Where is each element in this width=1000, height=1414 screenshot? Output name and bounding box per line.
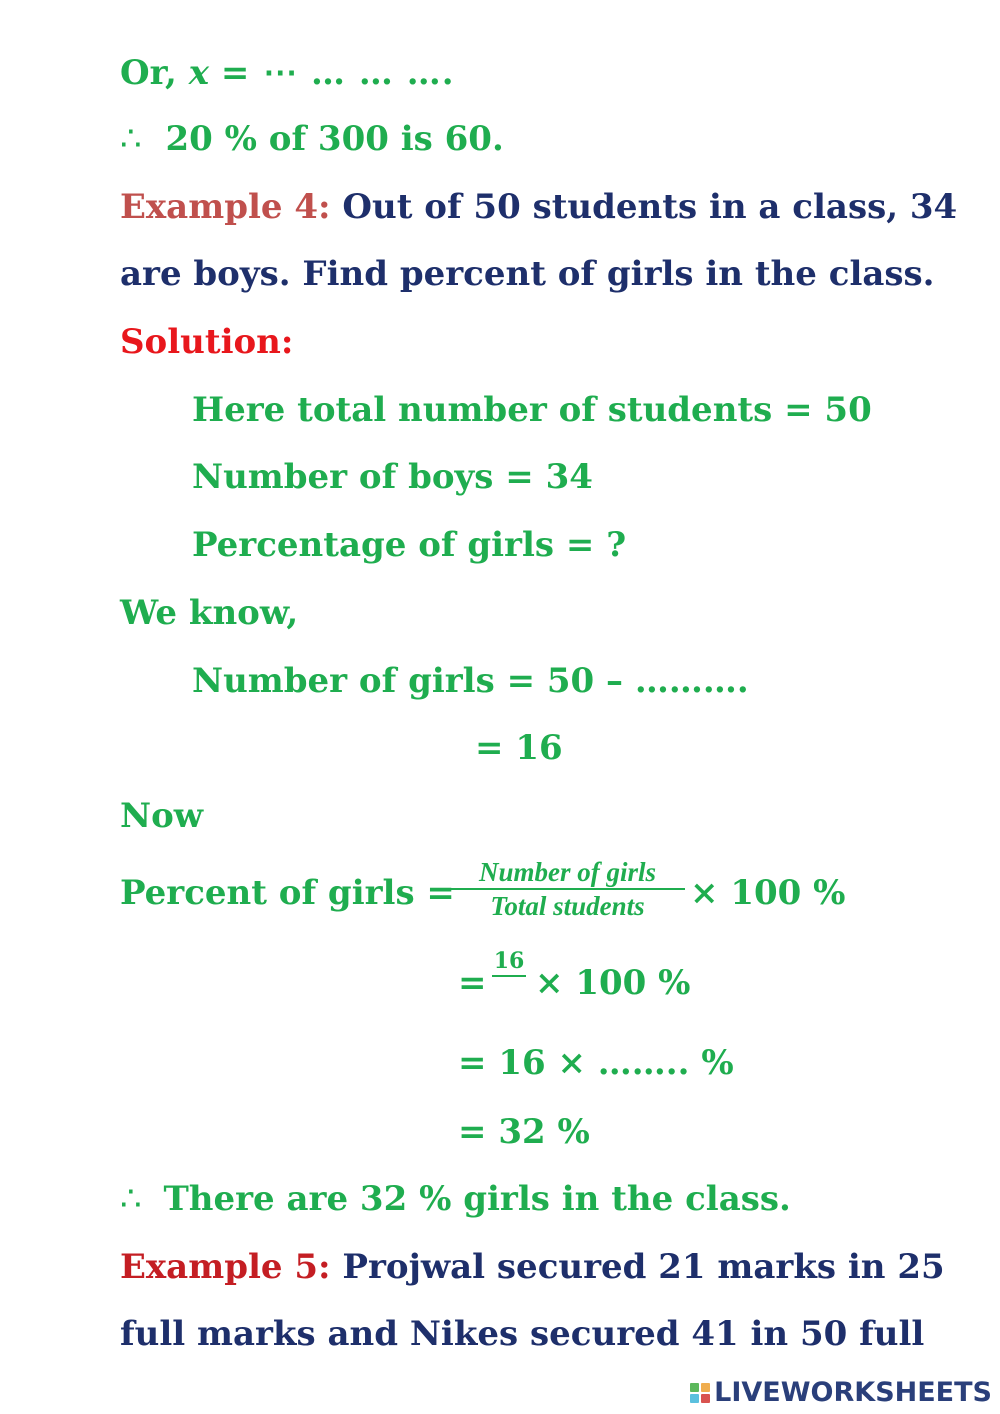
example-4-heading [120, 187, 958, 227]
percent-formula-lhs: Percent of girls = [120, 873, 455, 913]
line-or-x [120, 53, 455, 93]
girls-count-result: = 16 [475, 728, 563, 768]
example-4-label: Example 4: [120, 187, 331, 227]
step2-denominator-blank [492, 979, 526, 1002]
percent-formula-fraction [450, 858, 685, 921]
step4-line: = 32 % [458, 1112, 590, 1152]
step2-fraction [492, 950, 526, 1002]
liveworksheets-logo-icon [690, 1383, 710, 1403]
example-5-text-2: full marks and Nikes secured 41 in 50 full [120, 1314, 925, 1354]
x-variable: x [188, 53, 210, 93]
result-text: 20 % of 300 is 60. [165, 119, 504, 159]
we-know-label: We know, [120, 593, 299, 633]
conclusion-text: There are 32 % girls in the class. [163, 1179, 791, 1219]
given-number-of-boys: Number of boys = 34 [192, 457, 593, 497]
therefore-symbol-2: ∴ [120, 1179, 142, 1219]
fraction-bar [450, 888, 685, 890]
step2-equals: = [458, 963, 487, 1003]
step2-numerator: 16 [493, 948, 525, 974]
line-20-percent-result [120, 119, 504, 159]
fraction-numerator: Number of girls [478, 857, 657, 887]
example-5-heading [120, 1247, 945, 1287]
solution-label: Solution: [120, 322, 294, 362]
therefore-symbol: ∴ [120, 119, 142, 159]
girls-count-line: Number of girls = 50 – ………. [192, 661, 749, 701]
given-total-students: Here total number of students = 50 [192, 390, 872, 430]
given-percentage-girls: Percentage of girls = ? [192, 525, 627, 565]
step3-line: = 16 × …….. % [458, 1043, 734, 1083]
example-5-label: Example 5: [120, 1247, 331, 1287]
fraction-denominator: Total students [490, 891, 645, 922]
step2-rhs: × 100 % [535, 963, 691, 1003]
percent-formula-rhs: × 100 % [690, 873, 846, 913]
x-equals-blank: = ⋯ … … …. [220, 53, 455, 93]
example-4-text-2: are boys. Find percent of girls in the class. [120, 254, 935, 294]
example-5-text-1: Projwal secured 21 marks in 25 [342, 1247, 945, 1287]
example-4-text-1: Out of 50 students in a class, 34 [342, 187, 958, 227]
conclusion-line [120, 1179, 791, 1219]
or-word: Or, [120, 53, 177, 93]
now-label: Now [120, 796, 204, 836]
liveworksheets-logo [690, 1377, 992, 1408]
liveworksheets-wordmark: LIVEWORKSHEETS [714, 1377, 992, 1408]
